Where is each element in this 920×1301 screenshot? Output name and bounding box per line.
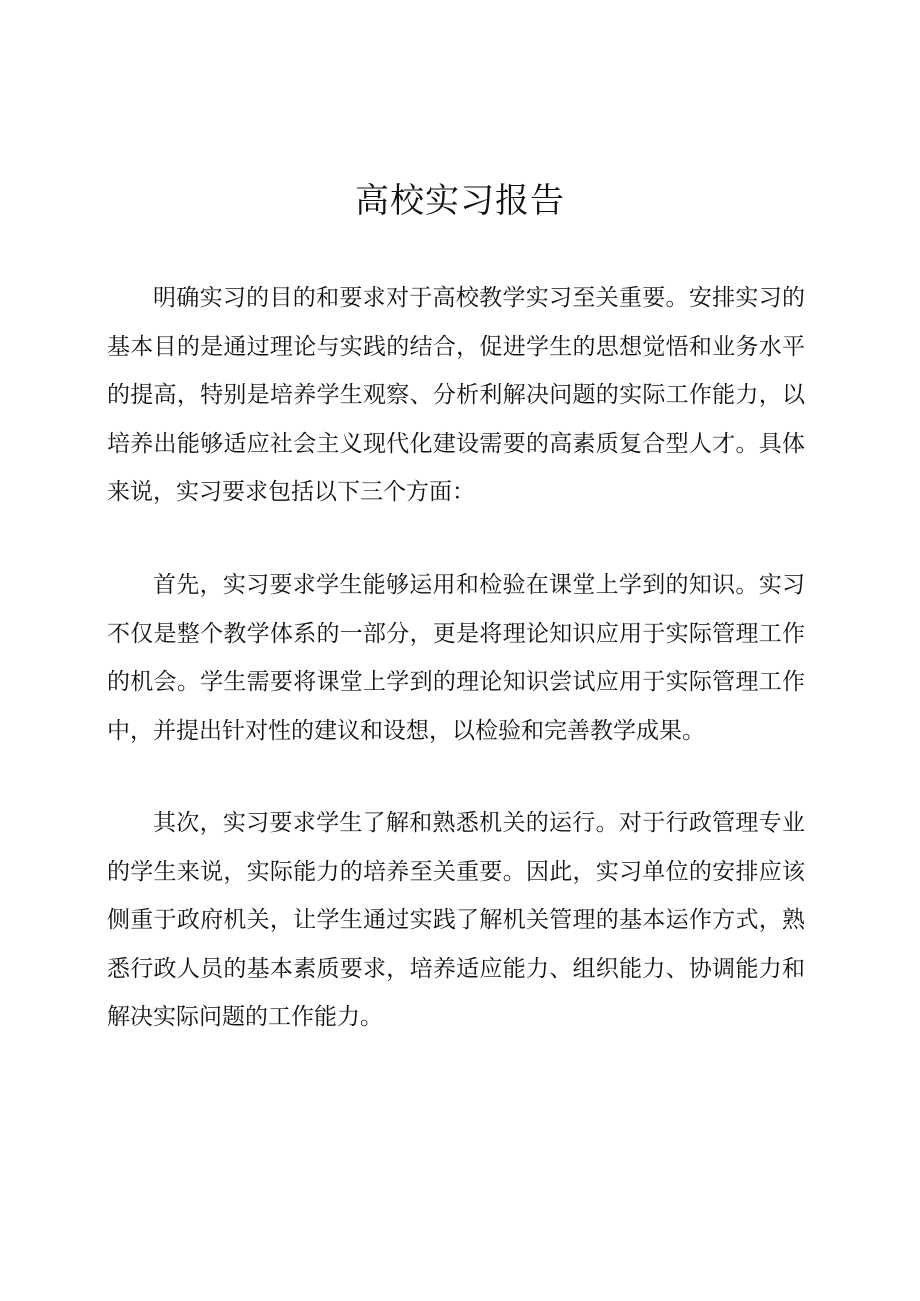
paragraph-second-requirement: 其次，实习要求学生了解和熟悉机关的运行。对于行政管理专业的学生来说，实际能力的培养至关重要。因此，实习单位的安排应该侧重于政府机关，让学生通过实践了解机关管理的基本运作方式，熟悉行政人员的基本素质要求，培养适应能力、组织能力、协调能力和解决实际问题的工作能力。 [107, 810, 805, 1030]
document-title: 高校实习报告 [355, 181, 565, 221]
paragraph-intro: 明确实习的目的和要求对于高校教学实习至关重要。安排实习的基本目的是通过理论与实践的结合，促进学生的思想觉悟和业务水平的提高，特别是培养学生观察、分析利解决问题的实际工作能力，以培养出能够适应社会主义现代化建设需要的高素质复合型人才。具体来说，实习要求包括以下三个方面： [107, 285, 805, 505]
paragraph-first-requirement: 首先，实习要求学生能够运用和检验在课堂上学到的知识。实习不仅是整个教学体系的一部分，更是将理论知识应用于实际管理工作的机会。学生需要将课堂上学到的理论知识尝试应用于实际管理工作中，并提出针对性的建议和设想，以检验和完善教学成果。 [107, 572, 805, 744]
